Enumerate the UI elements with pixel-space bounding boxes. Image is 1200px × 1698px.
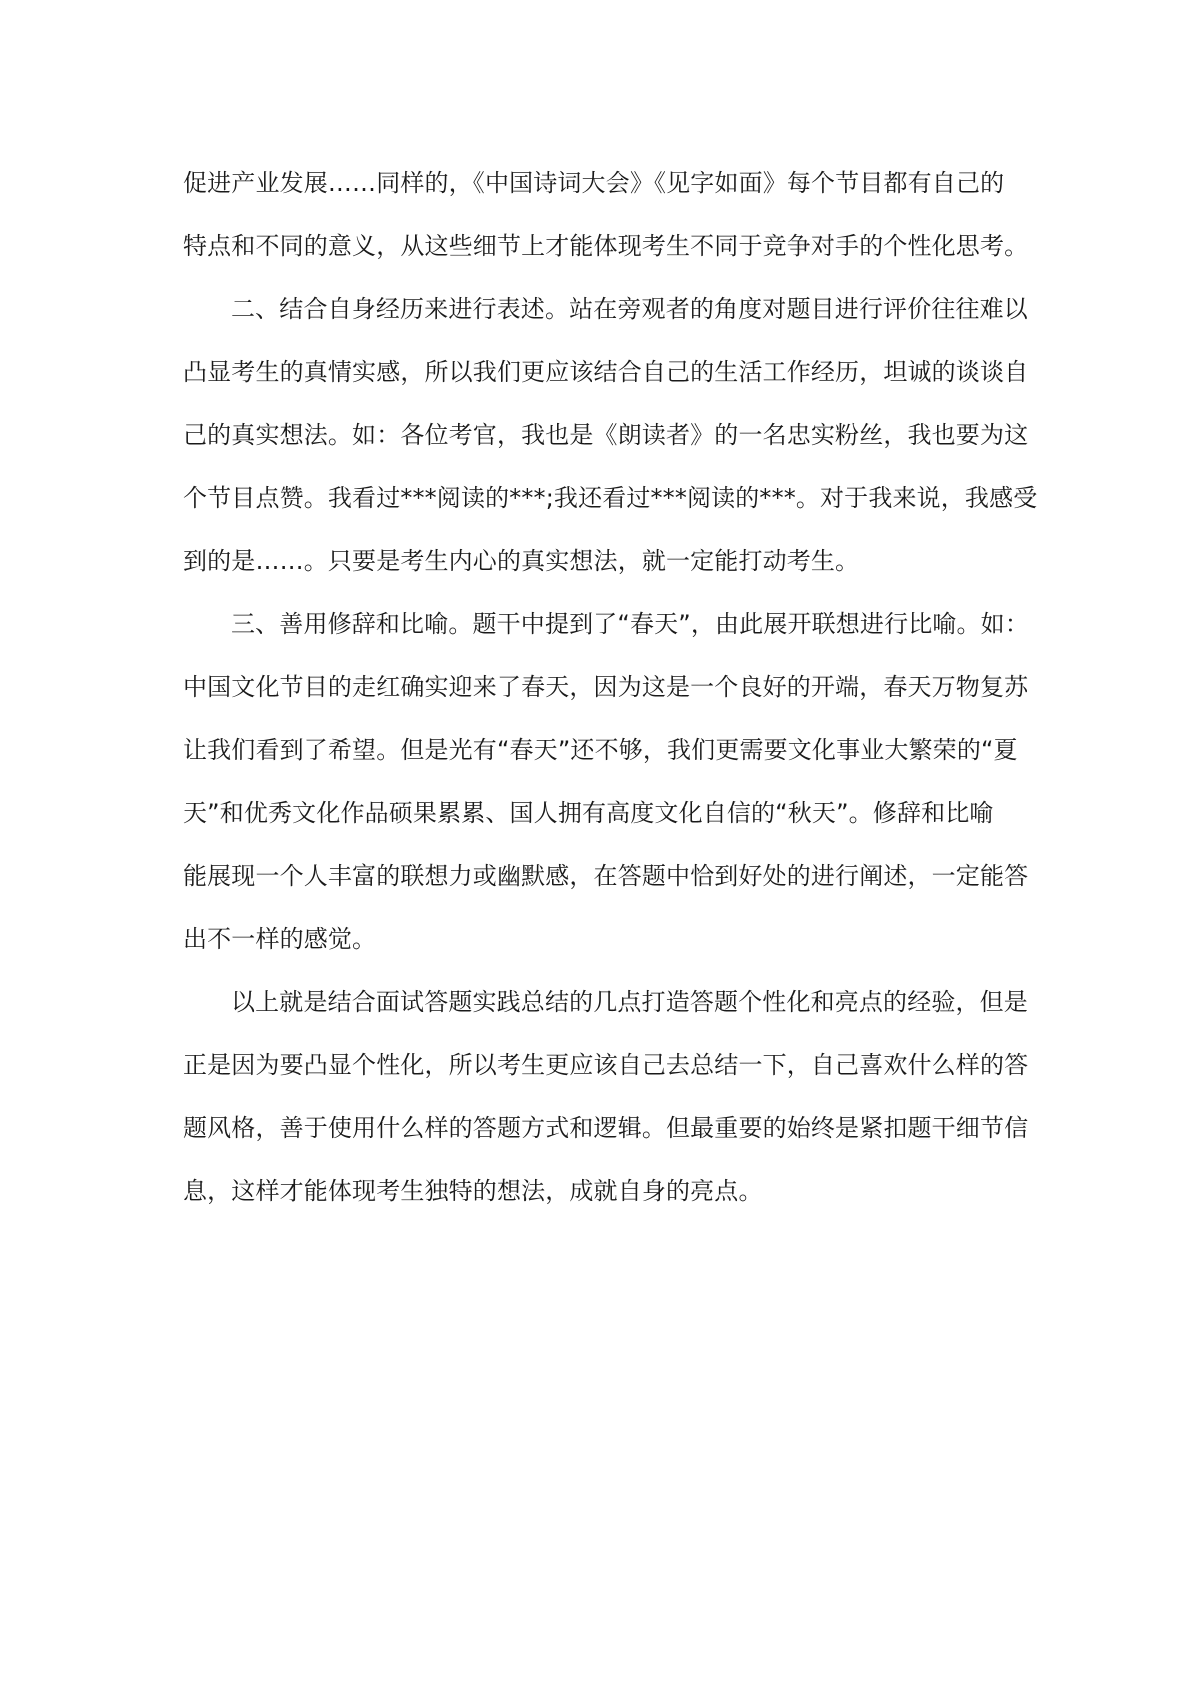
text-line: 题风格，善于使用什么样的答题方式和逻辑。但最重要的始终是紧扣题干细节信 (183, 1114, 1029, 1142)
text-line: 二、结合自身经历来进行表述。站在旁观者的角度对题目进行评价往往难以 (231, 295, 1028, 323)
text-line: 到的是……。只要是考生内心的真实想法，就一定能打动考生。 (183, 547, 860, 575)
text-line: 特点和不同的意义，从这些细节上才能体现考生不同于竞争对手的个性化思考。 (183, 232, 1029, 260)
text-line: 正是因为要凸显个性化，所以考生更应该自己去总结一下，自己喜欢什么样的答 (183, 1051, 1029, 1079)
text-line: 以上就是结合面试答题实践总结的几点打造答题个性化和亮点的经验，但是 (231, 988, 1028, 1016)
text-line: 三、善用修辞和比喻。题干中提到了“春天”，由此展开联想进行比喻。如： (231, 610, 1029, 638)
paragraph-3 (183, 593, 1029, 971)
text-line: 中国文化节目的走红确实迎来了春天，因为这是一个良好的开端，春天万物复苏 (183, 673, 1029, 701)
text-line: 天”和优秀文化作品硕果累累、国人拥有高度文化自信的“秋天”。修辞和比喻 (183, 799, 994, 827)
text-line: 凸显考生的真情实感，所以我们更应该结合自己的生活工作经历，坦诚的谈谈自 (183, 358, 1029, 386)
text-line: 能展现一个人丰富的联想力或幽默感，在答题中恰到好处的进行阐述，一定能答 (183, 862, 1029, 890)
text-line: 促进产业发展……同样的，《中国诗词大会》《见字如面》每个节目都有自己的 (183, 169, 1005, 197)
body-text (183, 152, 1038, 1223)
paragraph-4 (183, 971, 1029, 1223)
text-line: 让我们看到了希望。但是光有“春天”还不够，我们更需要文化事业大繁荣的“夏 (183, 736, 1018, 764)
text-line: 己的真实想法。如：各位考官，我也是《朗读者》的一名忠实粉丝，我也要为这 (183, 421, 1029, 449)
paragraph-1 (183, 152, 1029, 278)
text-line: 出不一样的感觉。 (183, 925, 377, 953)
paragraph-2 (183, 278, 1038, 593)
text-line: 个节目点赞。我看过***阅读的***;我还看过***阅读的***。对于我来说，我感受 (183, 484, 1038, 512)
text-line: 息，这样才能体现考生独特的想法，成就自身的亮点。 (183, 1177, 763, 1205)
